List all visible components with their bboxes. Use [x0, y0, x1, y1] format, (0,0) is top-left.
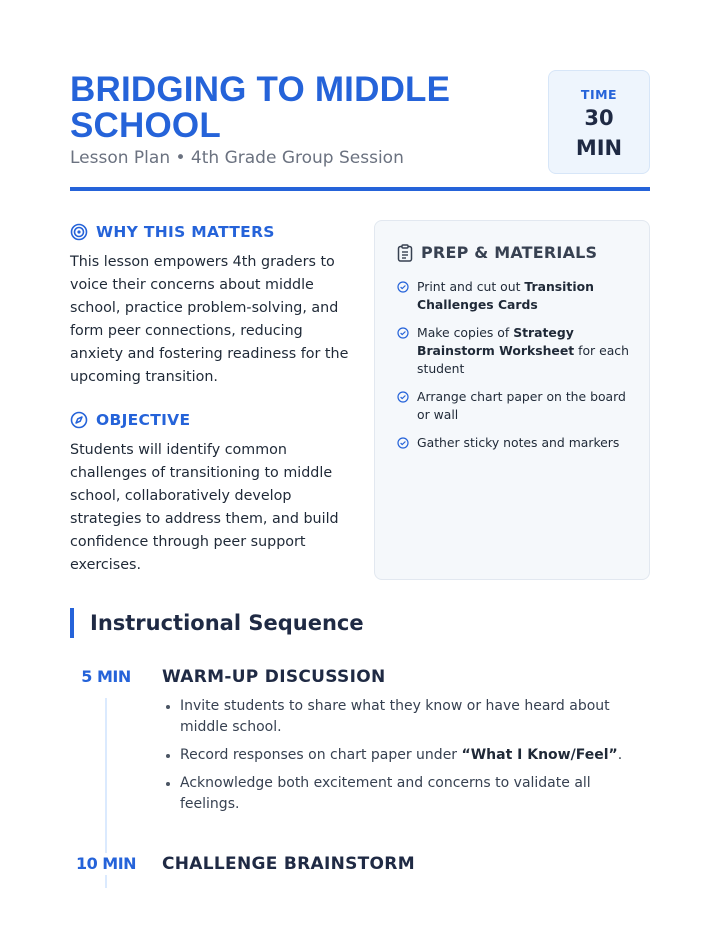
sequence-title: Instructional Sequence	[70, 608, 364, 638]
why-heading	[70, 223, 360, 241]
page-subtitle: Lesson Plan • 4th Grade Group Session	[70, 148, 404, 168]
why-text: This lesson empowers 4th graders to voice their concerns about middle school, practice problem-solving, and form peer connections, reducing anxiety and fostering readiness for the upcoming transition.	[70, 254, 349, 385]
prep-item: Print and cut out Transition Challenges Cards	[397, 278, 629, 314]
left-column	[70, 223, 360, 577]
step-title: WARM-UP DISCUSSION	[162, 667, 386, 687]
page-title: BRIDGING TO MIDDLE SCHOOL	[70, 70, 451, 145]
list-item: Acknowledge both excitement and concerns to validate all feelings.	[162, 773, 650, 815]
objective-section	[70, 411, 360, 577]
prep-heading	[397, 243, 629, 262]
time-badge	[548, 70, 650, 174]
step-time: 5 MIN	[70, 666, 142, 688]
step-bullets	[162, 696, 650, 822]
prep-materials-card	[374, 220, 650, 580]
check-circle-icon	[397, 391, 409, 403]
step-time: 10 MIN	[70, 853, 142, 875]
why-heading-text: WHY THIS MATTERS	[96, 223, 275, 241]
prep-heading-text: PREP & MATERIALS	[421, 243, 598, 262]
check-circle-icon	[397, 327, 409, 339]
check-circle-icon	[397, 281, 409, 293]
page-header	[70, 70, 650, 190]
prep-item: Gather sticky notes and markers	[397, 434, 629, 452]
clipboard-icon	[397, 244, 413, 262]
prep-item: Make copies of Strategy Brainstorm Worksheet for each student	[397, 324, 629, 378]
step-title: CHALLENGE BRAINSTORM	[162, 854, 415, 874]
objective-heading	[70, 411, 360, 429]
time-value: 30	[584, 106, 614, 130]
list-item: Invite students to share what they know or have heard about middle school.	[162, 696, 650, 738]
objective-heading-text: OBJECTIVE	[96, 411, 191, 429]
compass-icon	[70, 411, 88, 429]
header-divider	[70, 187, 650, 191]
check-circle-icon	[397, 437, 409, 449]
prep-list	[397, 278, 629, 452]
time-label: TIME	[580, 87, 618, 102]
objective-text: Students will identify common challenges of transitioning to middle school, collaboratively develop strategies to address them, and build confidence through peer support exercises.	[70, 442, 339, 573]
list-item: Record responses on chart paper under “What I Know/Feel”.	[162, 745, 650, 766]
prep-item: Arrange chart paper on the board or wall	[397, 388, 629, 424]
target-icon	[70, 223, 88, 241]
time-unit: MIN	[575, 136, 623, 160]
why-section	[70, 223, 360, 389]
